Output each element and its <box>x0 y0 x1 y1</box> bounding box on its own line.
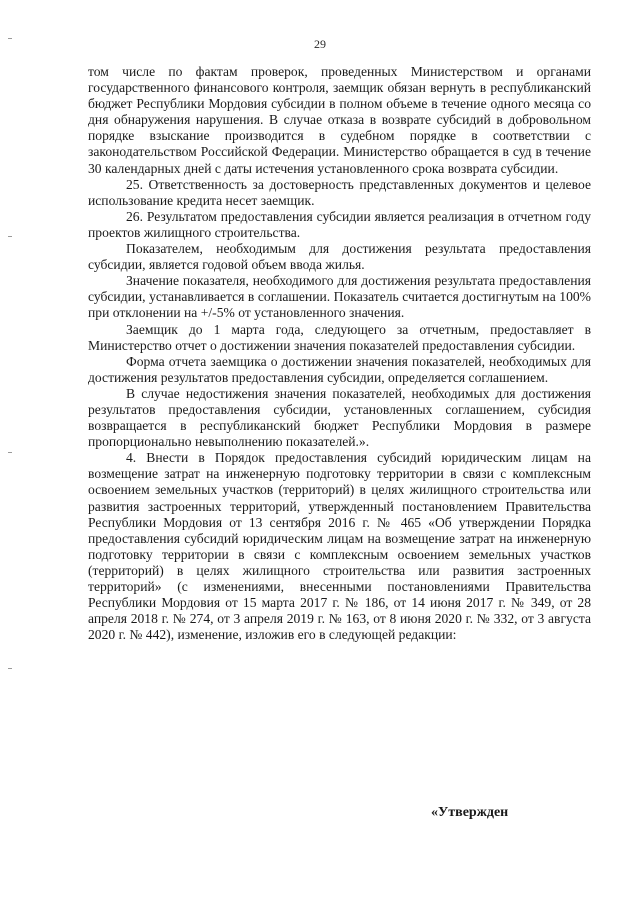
approved-heading: «Утвержден <box>431 805 509 820</box>
paragraph-clause-25: 25. Ответственность за достоверность представленных документов и целевое использование кредита несет заемщик. <box>88 176 591 208</box>
paragraph-clause-26: 26. Результатом предоставления субсидии является реализация в отчетном году проектов жилищного строительства. <box>88 208 591 240</box>
paragraph-indicator-value: Значение показателя, необходимого для достижения результата предоставления субсидии, устанавливается в соглашении. Показатель считается достигнутым на 100% при отклонении на +/-5% от установленного значения. <box>88 273 591 321</box>
paragraph-item-4: 4. Внести в Порядок предоставления субсидий юридическим лицам на возмещение затрат на инженерную подготовку территории в связи с комплексным освоением земельных участков (территорий) в целях жилищного строительства или развития застроенных территорий, утвержденный постановлением Правительства Республики Мордовия от 13 сентября 2016 г. № 465 «Об утверждении Порядка предоставления субсидий юридическим лицам на возмещение затрат на инженерную подготовку территории в связи с комплексным освоением земельных участков (территорий) в целях жилищного строительства или развития застроенных территорий» (с изменениями, внесенными постановлениями Правительства Республики Мордовия от 15 марта 2017 г. № 186, от 14 июня 2017 г. № 349, от 28 апреля 2018 г. № 274, от 3 апреля 2019 г. № 163, от 8 июня 2020 г. № 332, от 3 августа 2020 г. № 442), изменение, изложив его в следующей редакции: <box>88 450 591 643</box>
document-body <box>88 64 591 643</box>
scan-edge-mark <box>8 668 12 669</box>
paragraph-report-deadline: Заемщик до 1 марта года, следующего за отчетным, предоставляет в Министерство отчет о достижении значения показателей предоставления субсидии. <box>88 321 591 353</box>
page-number: 29 <box>314 37 326 51</box>
scan-edge-mark <box>8 452 12 453</box>
paragraph-subsidy-return: В случае недостижения значения показателей, необходимых для достижения результатов предоставления субсидии, установленных соглашением, субсидия возвращается в республиканский бюджет Республики Мордовия в размере пропорционально невыполнению показателей.». <box>88 385 591 450</box>
scan-edge-mark <box>8 236 12 237</box>
paragraph-report-form: Форма отчета заемщика о достижении значения показателей, необходимых для достижения результатов предоставления субсидии, определяется соглашением. <box>88 353 591 385</box>
paragraph-indicator: Показателем, необходимым для достижения результата предоставления субсидии, является годовой объем ввода жилья. <box>88 241 591 273</box>
paragraph-continuation: том числе по фактам проверок, проведенных Министерством и органами государственного финансового контроля, заемщик обязан вернуть в республиканский бюджет Республики Мордовия субсидии в полном объеме в течение одного месяца со дня обнаружения нарушения. В случае отказа в возврате субсидий в добровольном порядке взыскание производится в судебном порядке в соответствии с законодательством Российской Федерации. Министерство обращается в суд в течение 30 календарных дней с даты истечения установленного срока возврата субсидии. <box>88 64 591 176</box>
